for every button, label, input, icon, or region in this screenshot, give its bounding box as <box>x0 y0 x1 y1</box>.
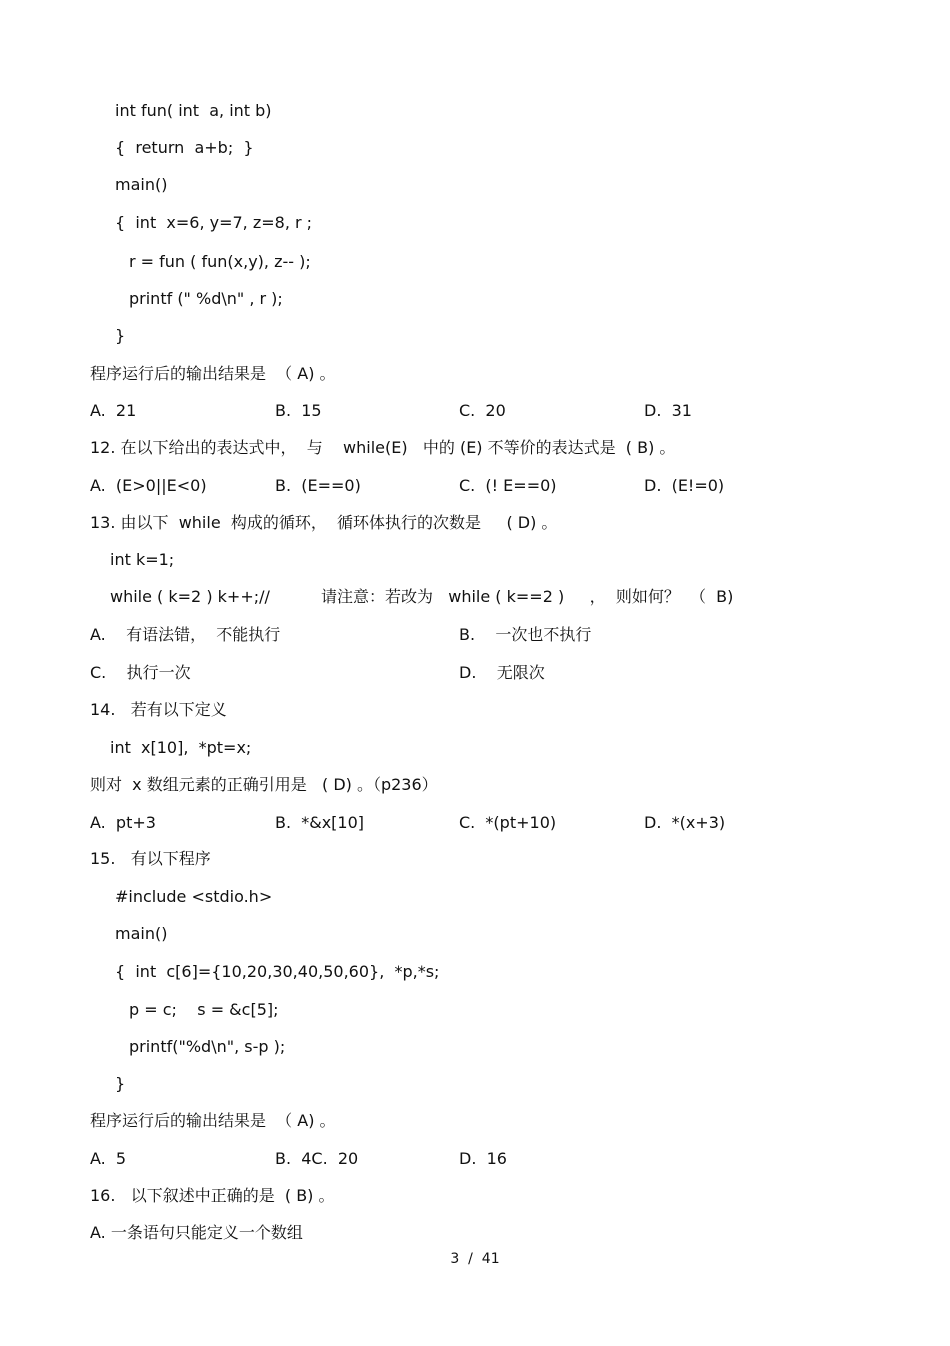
code-line: p = c; s = &c[5]; <box>129 1000 279 1019</box>
option-a: A. (E>0||E<0) <box>90 476 207 495</box>
code-line: } <box>115 1074 126 1093</box>
question-title: 12. 在以下给出的表达式中， 与 while(E) 中的 (E) 不等价的表达式是 ( B) 。 <box>90 438 676 457</box>
code-line: printf (" %d\n" , r ); <box>129 289 283 308</box>
option-d: D. *(x+3) <box>644 813 726 832</box>
option-a: A. 21 <box>90 401 137 420</box>
option-c: C. 执行一次 <box>90 663 191 682</box>
option-d: D. 无限次 <box>459 663 545 682</box>
option-d: D. 31 <box>644 401 692 420</box>
option-b: B. (E==0) <box>275 476 361 495</box>
option-b: B. 一次也不执行 <box>459 625 592 644</box>
code-line: int x[10], *pt=x; <box>110 738 252 757</box>
code-line: { return a+b; } <box>115 138 254 157</box>
option-b: B. 4C. 20 <box>275 1149 359 1168</box>
code-line: while ( k=2 ) k++;// <box>110 587 270 606</box>
code-line: int fun( int a, int b) <box>115 101 272 120</box>
option-b: B. 15 <box>275 401 322 420</box>
option-a: A. 一条语句只能定义一个数组 <box>90 1223 303 1242</box>
code-line: int k=1; <box>110 550 175 569</box>
page-number: 3 / 41 <box>450 1251 500 1267</box>
code-line: r = fun ( fun(x,y), z-- ); <box>129 252 311 271</box>
question-title: 13. 由以下 while 构成的循环， 循环体执行的次数是 ( D) 。 <box>90 513 558 532</box>
question-stem: 程序运行后的输出结果是 （ A) 。 <box>90 1111 336 1130</box>
code-line: main() <box>115 175 168 194</box>
option-d: D. 16 <box>459 1149 507 1168</box>
option-a: A. 有语法错， 不能执行 <box>90 625 281 644</box>
code-line: { int x=6, y=7, z=8, r ; <box>115 213 313 232</box>
code-line: main() <box>115 924 168 943</box>
option-a: A. 5 <box>90 1149 127 1168</box>
option-d: D. (E!=0) <box>644 476 725 495</box>
question-note: 请注意：若改为 while ( k==2 ) ， 则如何？ （ B) <box>321 587 734 606</box>
option-c: C. (! E==0) <box>459 476 557 495</box>
code-line: #include <stdio.h> <box>115 887 273 906</box>
option-b: B. *&x[10] <box>275 813 365 832</box>
question-title: 15. 有以下程序 <box>90 849 211 868</box>
question-title: 16. 以下叙述中正确的是 ( B) 。 <box>90 1186 335 1205</box>
code-line: { int c[6]={10,20,30,40,50,60}, *p,*s; <box>115 962 440 981</box>
code-line: } <box>115 326 126 345</box>
option-a: A. pt+3 <box>90 813 156 832</box>
question-stem: 程序运行后的输出结果是 （ A) 。 <box>90 364 336 383</box>
code-line: printf("%d\n", s-p ); <box>129 1037 286 1056</box>
question-title: 14. 若有以下定义 <box>90 700 227 719</box>
question-stem: 则对 x 数组元素的正确引用是 ( D) 。（p236） <box>90 775 438 794</box>
option-c: C. 20 <box>459 401 506 420</box>
option-c: C. *(pt+10) <box>459 813 557 832</box>
